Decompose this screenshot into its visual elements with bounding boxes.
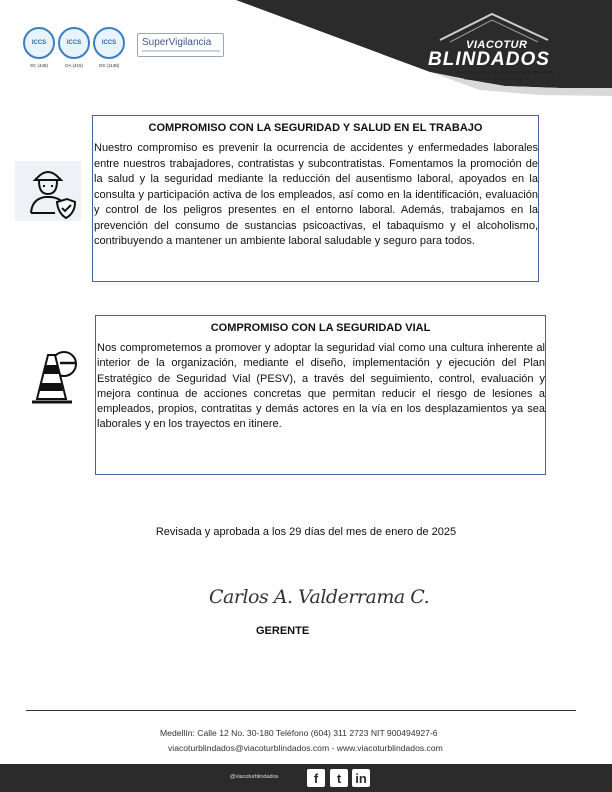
certification-label-sc: SC (448): [29, 63, 48, 68]
road-safety-section: [95, 315, 546, 475]
safety-health-title: COMPROMISO CON LA SEGURIDAD Y SALUD EN EL TRABAJO: [148, 122, 483, 134]
brand-tagline: ARRENDADORA DE VEHÍCULOS BLINDADOS: [455, 70, 554, 75]
brand-name-main: BLINDADOS: [428, 49, 550, 70]
certification-label-os: OS (1138): [98, 63, 120, 68]
footer-bar: [0, 764, 612, 792]
brand-resolution: Resolución 5489 Supervigilancia: [464, 76, 530, 81]
certification-badge-oa: ICCS: [58, 27, 90, 59]
footer-divider: [26, 710, 576, 711]
certification-badge-sc: ICCS: [23, 27, 55, 59]
supervigilancia-text: SuperVigilancia: [142, 37, 212, 48]
road-safety-body: Nos comprometemos a promover y adoptar la seguridad vial como una cultura inherente al interior de la organización, mediante el diseño, implementación y ejecución del Plan Estratégico de Seguridad Vial (PESV), a través del seguimiento, control, evaluación y mejora continua de acciones concretas que permitan reducir el riesgo de lesiones a empleados, propios, contratitas y demás actores en la vía en los desplazamientos ya sea laborales y en los trayectos en itinere.: [97, 342, 545, 431]
certification-badge-os: ICCS: [93, 27, 125, 59]
traffic-cone-icon: [30, 349, 82, 407]
road-safety-title: COMPROMISO CON LA SEGURIDAD VIAL: [210, 322, 431, 334]
footer-contact: viacoturblindados@viacoturblindados.com - www.viacoturblindados.com: [168, 743, 443, 753]
social-handle: @viacoturblindados: [230, 774, 279, 780]
approval-statement: Revisada y aprobada a los 29 días del mes de enero de 2025: [155, 526, 457, 538]
certification-label-oa: OA (415): [64, 63, 83, 68]
signer-role: GERENTE: [256, 625, 310, 637]
worker-helmet-shield-icon: [15, 161, 81, 221]
safety-health-body: Nuestro compromiso es prevenir la ocurrencia de accidentes y enfermedades laborales entre nuestros trabajadores, contratistas y subcontratistas. Fomentamos la promoción de la salud y la seguridad mediante la reducción del ausentismo laboral, apoyados en la consulta y participación activa de los empleados, así como en la identificación, evaluación y control de los peligros presentes en el entorno laboral. Además, trabajamos en la prevención del consumo de sustancias psicoactivas, el tabaquismo y el alcoholismo, contribuyendo a mantener un ambiente laboral saludable y seguro para todos.: [94, 142, 538, 247]
supervigilancia-underline: [142, 50, 220, 52]
twitter-icon[interactable]: t: [330, 769, 348, 787]
brand-name-top: VIACOTUR: [466, 39, 528, 51]
supervigilancia-logo: [137, 33, 224, 57]
linkedin-icon[interactable]: in: [352, 769, 370, 787]
footer-address: Medellín: Calle 12 No. 30-180 Teléfono (604) 311 2723 NIT 900494927-6: [160, 728, 438, 738]
safety-health-section: [92, 115, 539, 282]
facebook-icon[interactable]: f: [307, 769, 325, 787]
manager-signature: Carlos A. Valderrama C.: [209, 586, 430, 608]
